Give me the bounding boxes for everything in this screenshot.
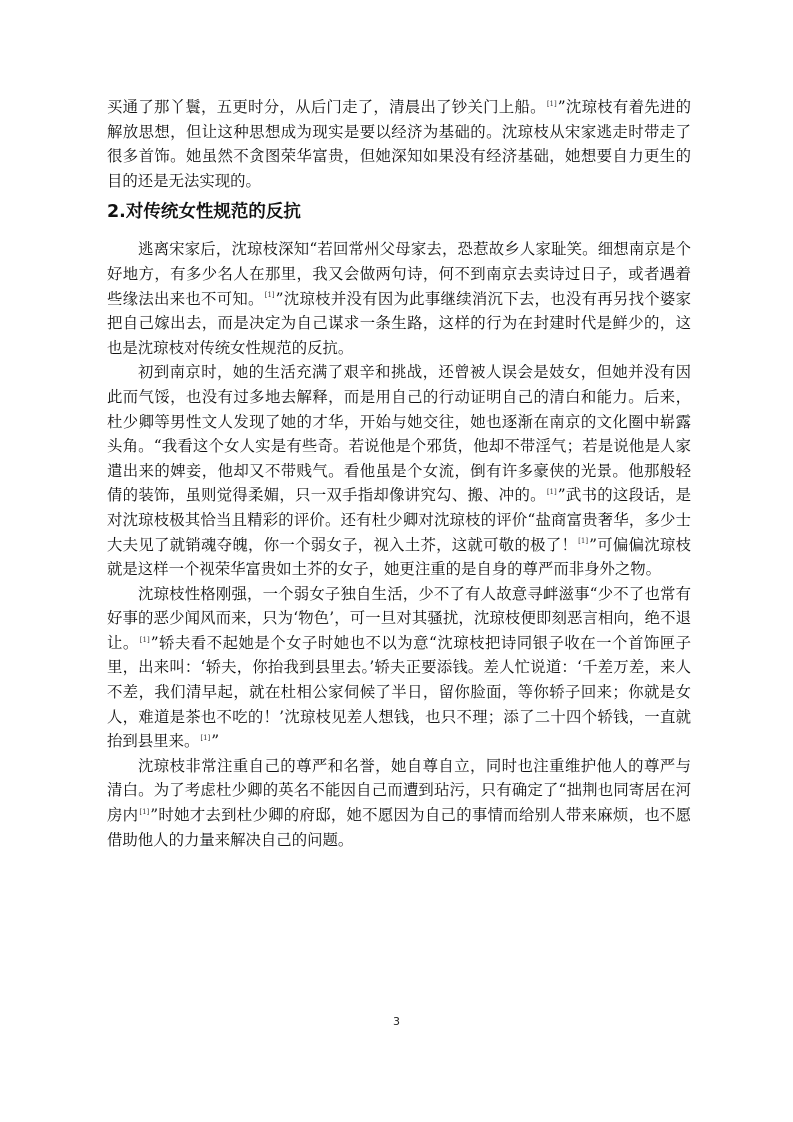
page-number: 3 [393,1015,400,1028]
citation-mark: [1] [546,99,557,108]
text-run: 沈琼枝非常注重自己的尊严和名誉，她自尊自立，同时也注重维护他人的尊严与清白。为了考虑杜少卿的英名不能因自己而遭到玷污，只有确定了“拙荆也同寄居在河房内 [107,756,691,825]
text-run: ”时她才去到杜少卿的府邸，她不愿因为自己的事情而给别人带来麻烦，也不愿借助他人的力量来解决自己的问题。 [107,806,691,849]
citation-mark: [1] [578,537,589,546]
citation-mark: [1] [139,635,150,644]
text-run: 逃离宋家后，沈琼枝深知“若回常州父母家去，恐惹故乡人家耻笑。细想南京是个好地方，有多少名人在那里，我又会做两句诗，何不到南京去卖诗过日子，或者遇着些缘法出来也不可知。 [107,240,691,308]
paragraph [107,95,691,193]
paragraph [107,582,691,754]
text-run: ” [211,732,220,751]
document-body [107,95,691,852]
text-run: 初到南京时，她的生活充满了艰辛和挑战，还曾被人误会是妓女，但她并没有因此而气馁，也没有过多地去解释，而是用自己的行动证明自己的清白和能力。后来，杜少卿等男性文人发现了她的才华，开始与她交往，她也逐渐在南京的文化圈中崭露头角。“我看这个女人实是有些奇。若说他是个邪货，他却不带淫气；若是说他是人家遣出来的婢妾，他却又不带贱气。看他虽是个女流，倒有许多豪侠的光景。他那般轻倩的装饰，虽则觉得柔媚，只一双手指却像讲究勾、搬、冲的。 [107,363,691,505]
citation-mark: [1] [139,807,150,816]
section-heading: 2.对传统女性规范的反抗 [107,202,301,223]
text-run: ”轿夫看不起她是个女子时她也不以为意“沈琼枝把诗同银子收在一个首饰匣子里，出来叫：‘轿夫，你抬我到县里去。’轿夫正要添钱。差人忙说道：‘千差万差，来人不差，我们清早起，就在杜相公家伺候了半日，留你脸面，等你轿子回来；你就是女人，难道是茶也不吃的！’沈琼枝见差人想钱，也只不理；添了二十四个轿钱，一直就抬到县里来。 [107,633,691,751]
paragraph [107,360,691,581]
paragraph [107,754,691,852]
citation-mark: [1] [200,734,211,743]
citation-mark: [1] [264,291,275,300]
text-run: ”沈琼枝并没有因为此事继续消沉下去，也没有再另找个婆家把自己嫁出去，而是决定为自己谋求一条生路，这样的行为在封建时代是鲜少的，这也是沈琼枝对传统女性规范的反抗。 [107,289,691,357]
text-run: ”沈琼枝有着先进的解放思想，但让这种思想成为现实是要以经济为基础的。沈琼枝从宋家逃走时带走了很多首饰。她虽然不贪图荣华富贵，但她深知如果没有经济基础，她想要自力更生的目的还是无法实现的。 [107,98,691,190]
text-run: ”武书的这段话，是对沈琼枝极其恰当且精彩的评价。还有杜少卿对沈琼枝的评价“盐商富贵奢华，多少士大夫见了就销魂夺魄，你一个弱女子，视入土芥，这就可敬的极了！ [107,486,691,554]
text-run: 沈琼枝性格刚强，一个弱女子独自生活，少不了有人故意寻衅滋事“少不了也常有好事的恶少闻风而来，只为‘物色’，可一旦对其骚扰，沈琼枝便即刻恶言相向，绝不退让。 [107,584,691,652]
text-run: 买通了那丫鬟，五更时分，从后门走了，清晨出了钞关门上船。 [107,98,546,116]
paragraph [107,237,691,360]
text-run: ”可偏偏沈琼枝就是这样一个视荣华富贵如土芥的女子，她更注重的是自身的尊严而非身外之物。 [107,535,691,579]
citation-mark: [1] [546,488,557,497]
